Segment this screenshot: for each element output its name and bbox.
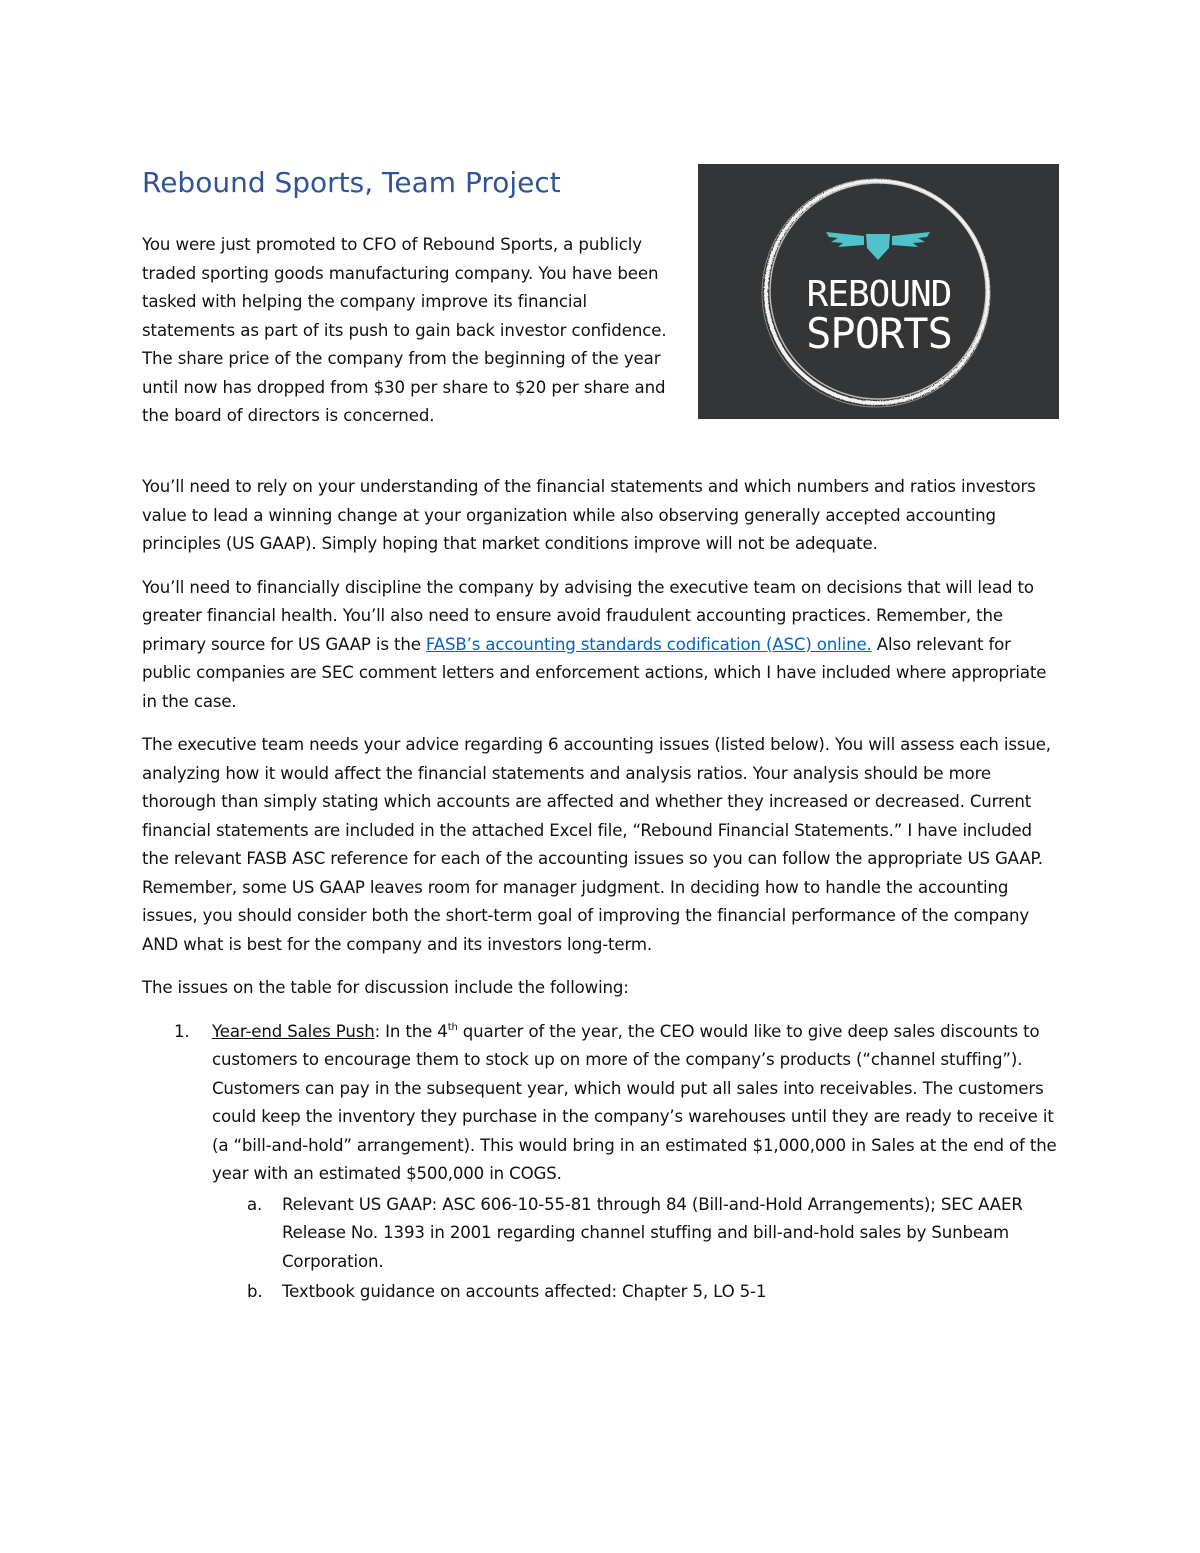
document-title: Rebound Sports, Team Project xyxy=(142,166,561,199)
logo-line1: REBOUND xyxy=(806,274,952,315)
subitem-text: Relevant US GAAP: ASC 606-10-55-81 through 84 (Bill-and-Hold Arrangements); SEC AAER Release No. 1393 in 2001 regarding channel stuffing and bill-and-hold sales by Sunbeam Corporation. xyxy=(282,1194,1023,1271)
issue-subitem xyxy=(212,1191,1062,1277)
issue-title: Year-end Sales Push xyxy=(212,1021,375,1041)
intro-paragraph: You were just promoted to CFO of Rebound Sports, a publicly traded sporting goods manufacturing company. You have been tasked with helping the company improve its financial statements as part of its push to gain back investor confidence. The share price of the company from the beginning of the year until now has dropped from $30 per share to $20 per share and the board of directors is concerned. xyxy=(142,235,667,425)
logo-graphic xyxy=(698,164,1059,419)
paragraph-discipline-text: You’ll need to financially discipline the company by advising the executive team on decisions that will lead to greater financial health. You’ll also need to ensure avoid fraudulent accounting practices. Remember, the primary source for US GAAP is the xyxy=(142,577,1034,654)
winged-shield-icon xyxy=(826,232,930,260)
issue-item xyxy=(142,1018,1062,1307)
paragraph-executive-team: The executive team needs your advice regarding 6 accounting issues (listed below). You will assess each issue, analyzing how it would affect the financial statements and analysis ratios. Your analysis should be more thorough than simply stating which accounts are affected and whether they increased or decreased. Current financial statements are included in the attached Excel file, “Rebound Financial Statements.” I have included the relevant FASB ASC reference for each of the accounting issues so you can follow the appropriate US GAAP. Remember, some US GAAP leaves room for manager judgment. In deciding how to handle the accounting issues, you should consider both the short-term goal of improving the financial performance of the company AND what is best for the company and its investors long-term. xyxy=(142,735,1051,954)
subitem-text: Textbook guidance on accounts affected: Chapter 5, LO 5-1 xyxy=(282,1282,767,1301)
paragraph-gaap: You’ll need to rely on your understanding of the financial statements and which numbers and ratios investors value to lead a winning change at your organization while also observing generally accepted accounting principles (US GAAP). Simply hoping that market conditions improve will not be adequate. xyxy=(142,477,1036,553)
logo-line2: SPORTS xyxy=(806,309,952,358)
issue-number: 1. xyxy=(174,1021,190,1041)
issue-superscript: th xyxy=(447,1021,458,1033)
rebound-sports-logo xyxy=(698,164,1059,419)
subitem-letter: a. xyxy=(247,1194,263,1214)
issues-list xyxy=(142,1018,1062,1307)
document-body xyxy=(142,473,1062,1309)
paragraph-issues-intro: The issues on the table for discussion include the following: xyxy=(142,978,629,997)
issue-text: : In the 4 xyxy=(374,1021,448,1041)
issue-text-continued: quarter of the year, the CEO would like to give deep sales discounts to customers to encourage them to stock up on more of the company’s products (“channel stuffing”). Customers can pay in the subsequent year, which would put all sales into receivables. The customers could keep the inventory they purchase in the company’s warehouses until they are ready to receive it (a “bill-and-hold” arrangement). This would bring in an estimated $1,000,000 in Sales at the end of the year with an estimated $500,000 in COGS. xyxy=(212,1021,1057,1183)
paragraph-discipline xyxy=(142,574,1062,717)
issue-subitems xyxy=(212,1191,1062,1307)
issue-subitem xyxy=(212,1278,1062,1307)
fasb-asc-link[interactable]: FASB’s accounting standards codification (ASC) online. xyxy=(425,634,872,654)
paragraph-discipline-text-end: Also relevant for public companies are SEC comment letters and enforcement actions, which I have included where appropriate in the case. xyxy=(142,634,1047,711)
subitem-letter: b. xyxy=(247,1282,263,1301)
